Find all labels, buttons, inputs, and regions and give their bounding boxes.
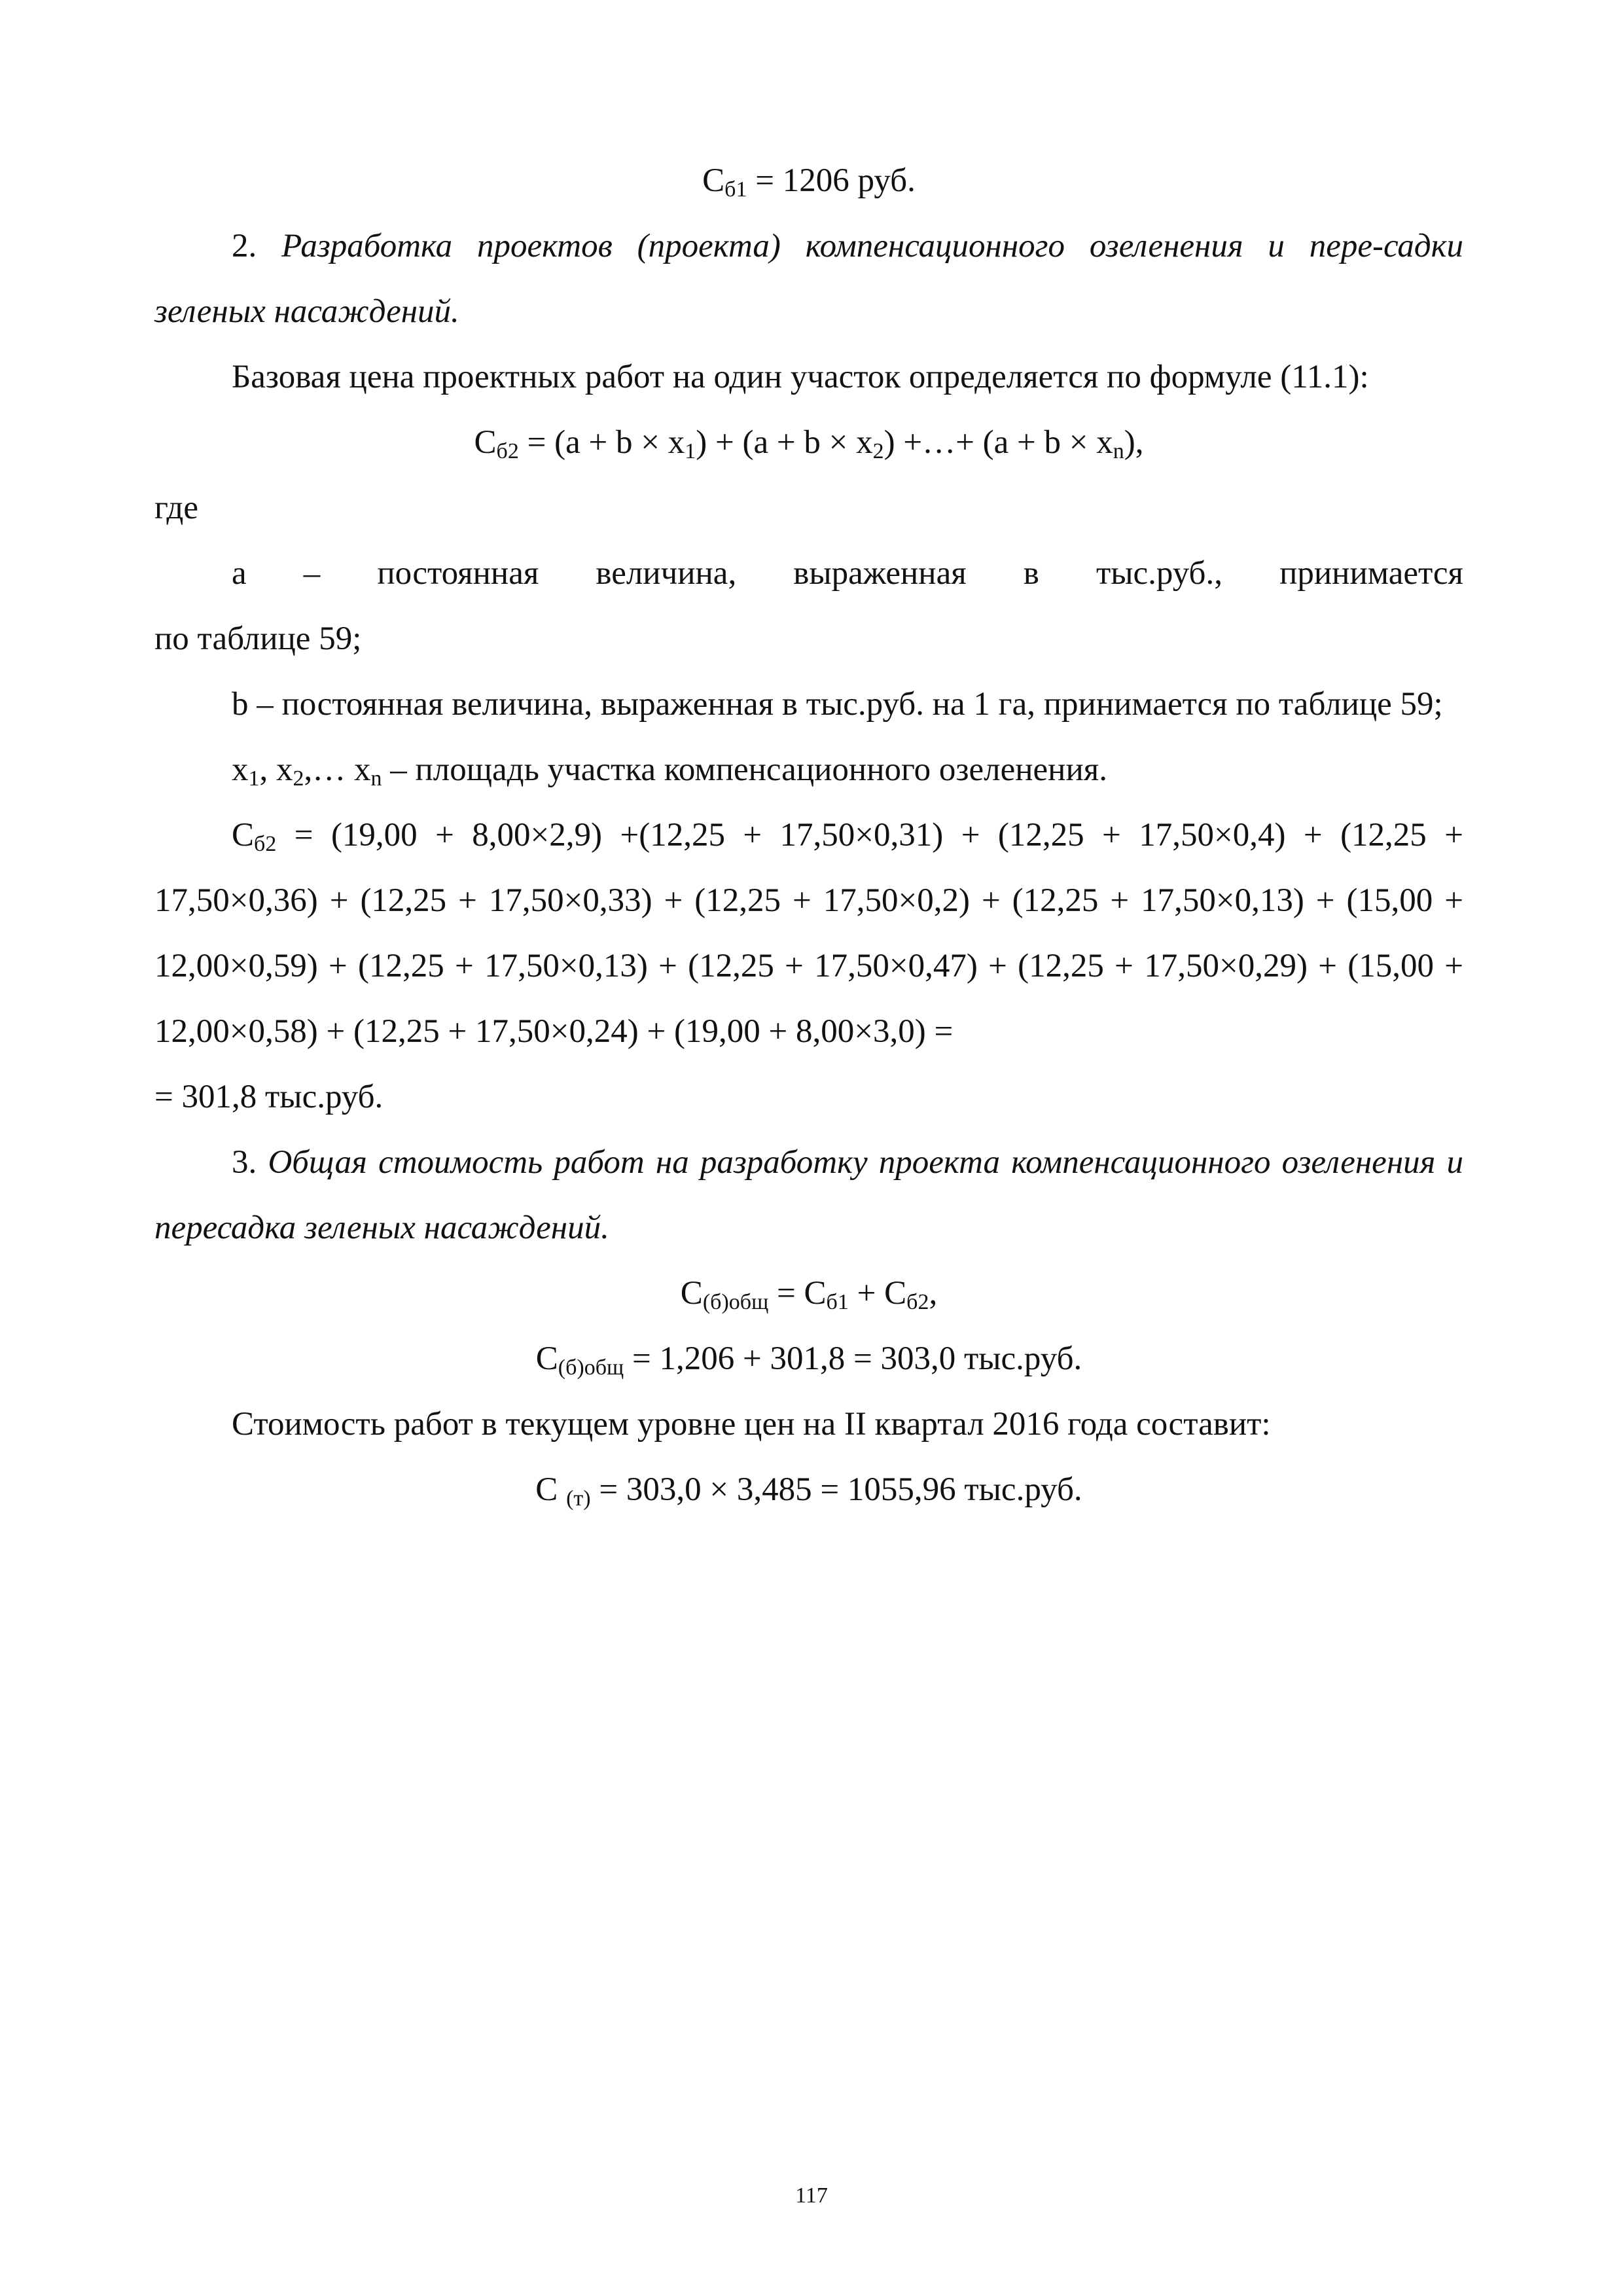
current-price-calculation: С $_{(т)}$ = 303,0 × 3,485 = 1055,96 тыс.руб. — [535, 1471, 1082, 1511]
page-body — [154, 148, 1463, 1522]
definition-a-line: а – постоянная величина, выраженная в тыс.руб., принимается — [232, 555, 1463, 592]
formula-cb2: $С_{б2} = (а + b \times x_1) + (а + b \times x_2)$ +…+ $(а + b \times x_n)$, — [474, 424, 1144, 463]
section-2-heading — [154, 213, 1463, 344]
intro-paragraph: Базовая цена проектных работ на один участок определяется по формуле (11.1): — [232, 359, 1369, 395]
page-number: 117 — [795, 2183, 828, 2208]
where-label: где — [154, 490, 198, 526]
calculation-cb2-result: = 301,8 тыс.руб. — [154, 1079, 383, 1115]
calculation-cb2: $С_{б2} = (19,00 + 8,00\times 2,9) +(12,25 + 17,50\times 0,31) + (12,25 + 17,50\times 0,4) + (12,25 + 17,50\times 0,36) + (12,25 + 17,50\times 0,33) + (12,25 + 17,50\times 0,2) + (12,25 + 17,50\times 0,13) + (15,00 + 12,00\times 0,59) + (12,25 + 17,50\times 0,13) + (12,25 + 17,50\times 0,47) + (12,25 + 17,50\times 0,29) + (15,00 + 12,00\times 0,58) + (12,25 + 17,50\times 0,24) + (19,00 + 8,00\times 3,0)$ = — [154, 817, 1463, 1050]
definition-x: $x_1$, $x_2,\dots$ $x_n$ – площадь участка компенсационного озеленения. — [232, 751, 1107, 791]
total-formula: $С_{(б)общ} = С_{б1} + С_{б2}$, — [680, 1275, 938, 1314]
definition-a-continuation: по таблице 59; — [154, 620, 362, 657]
cost-line-cb1: $С_{б1} = 1206$ руб. — [702, 162, 916, 202]
current-price-text: Стоимость работ в текущем уровне цен на II квартал 2016 года составит: — [232, 1406, 1271, 1443]
section-3-number: 3. — [232, 1144, 268, 1181]
total-calculation: $С_{(б)общ} = 1,206 + 301,8 = 303,0$ тыс.руб. — [535, 1340, 1082, 1380]
section-3-title: Общая стоимость работ на разработку проекта компенсационного озеленения и пересадка зеленых насаждений. — [154, 1144, 1464, 1246]
section-2-title: Разработка проектов (проекта) компенсационного озеленения и пере-садки зеленых насаждений. — [154, 228, 1464, 330]
definition-a — [154, 541, 1463, 672]
definition-b: b – постоянная величина, выраженная в тыс.руб. на 1 га, принимается по таблице 59; — [232, 686, 1443, 723]
section-2-number: 2. — [232, 228, 282, 264]
section-3-heading — [154, 1130, 1463, 1261]
